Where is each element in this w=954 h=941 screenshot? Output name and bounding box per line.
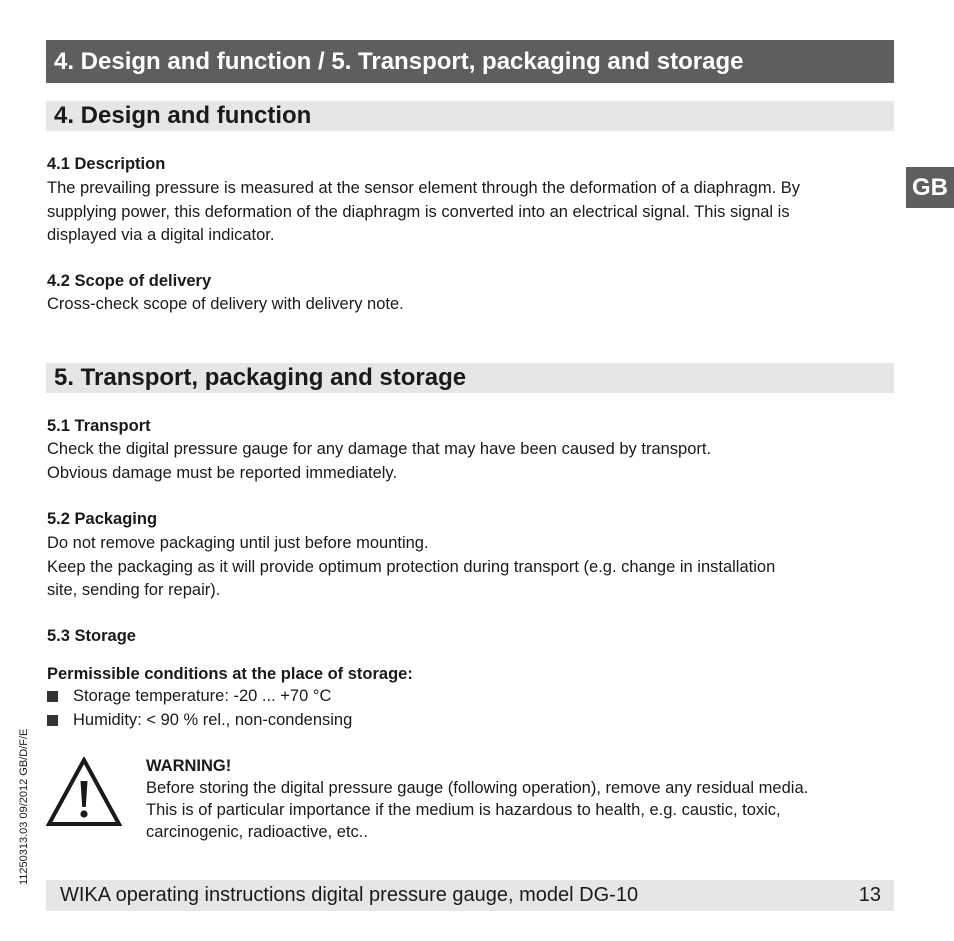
description-line: supplying power, this deformation of the diaphragm is converted into an electrical signal. This signal is — [47, 202, 790, 221]
bullet-square-icon — [47, 691, 58, 702]
scope-paragraph — [47, 293, 404, 317]
packaging-paragraph — [47, 532, 775, 603]
packaging-line: Keep the packaging as it will provide optimum protection during transport (e.g. change in installation — [47, 557, 776, 576]
transport-line: Obvious damage must be reported immediately. — [47, 463, 398, 482]
page-header-bar — [46, 40, 894, 83]
page-header-title: 4. Design and function / 5. Transport, packaging and storage — [54, 48, 744, 75]
heading-5-3: 5.3 Storage — [47, 627, 136, 645]
list-item-text: Storage temperature: -20 ... +70 °C — [73, 687, 332, 705]
packaging-line: Do not remove packaging until just before mounting. — [47, 534, 429, 552]
heading-5-2: 5.2 Packaging — [47, 510, 158, 528]
section-5-title-bar — [46, 363, 894, 393]
description-line: The prevailing pressure is measured at the sensor element through the deformation of a diaphragm. By — [47, 179, 800, 197]
page-footer — [46, 880, 894, 911]
section-5-title: 5. Transport, packaging and storage — [54, 364, 467, 391]
footer-text: WIKA operating instructions digital pressure gauge, model DG-10 — [60, 884, 639, 906]
page-number: 13 — [858, 884, 881, 906]
transport-paragraph — [47, 438, 711, 485]
description-line: displayed via a digital indicator. — [47, 226, 275, 244]
list-item — [47, 709, 352, 733]
warning-line: carcinogenic, radioactive, etc.. — [146, 823, 368, 841]
storage-conditions-list — [47, 685, 352, 732]
warning-line: Before storing the digital pressure gauge (following operation), remove any residual media. — [146, 779, 809, 797]
heading-5-1: 5.1 Transport — [47, 417, 151, 435]
warning-block — [146, 755, 808, 843]
document-code: 11250313.03 09/2012 GB/D/F/E — [18, 728, 30, 885]
heading-4-2: 4.2 Scope of delivery — [47, 272, 212, 290]
list-item-text: Humidity: < 90 % rel., non-condensing — [73, 710, 353, 729]
warning-triangle-icon — [46, 757, 122, 827]
packaging-line: site, sending for repair). — [47, 581, 221, 599]
description-paragraph — [47, 177, 800, 248]
transport-line: Check the digital pressure gauge for any damage that may have been caused by transport. — [47, 440, 712, 458]
bullet-square-icon — [47, 715, 58, 726]
list-item — [47, 685, 352, 709]
section-4-title: 4. Design and function — [54, 102, 312, 129]
heading-4-1: 4.1 Description — [47, 155, 166, 173]
warning-title: WARNING! — [146, 757, 232, 775]
section-4-title-bar — [46, 101, 894, 131]
warning-line: This is of particular importance if the medium is hazardous to health, e.g. caustic, toxic, — [146, 801, 781, 819]
scope-line: Cross-check scope of delivery with delivery note. — [47, 295, 404, 313]
storage-conditions-heading: Permissible conditions at the place of storage: — [47, 665, 413, 683]
language-tab-gb: GB — [906, 167, 954, 208]
